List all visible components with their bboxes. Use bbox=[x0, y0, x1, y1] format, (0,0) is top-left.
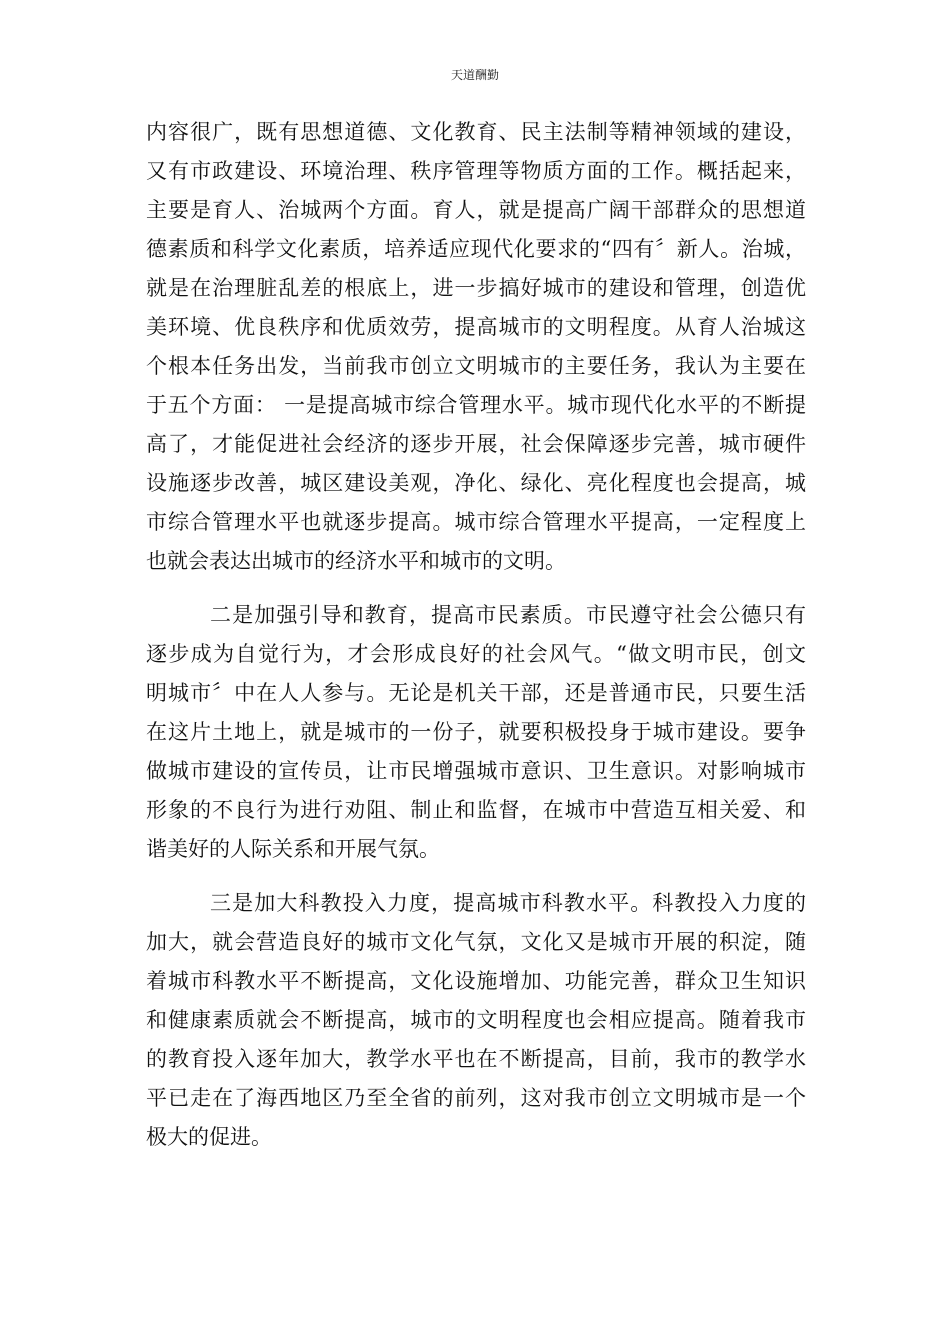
text-line: 做城市建设的宣传员，让市民增强城市意识、卫生意识。对影响城市 bbox=[146, 759, 806, 783]
paragraph-1 bbox=[146, 113, 806, 581]
text-line: 逐步成为自觉行为，才会形成良好的社会风气。“做文明市民，创文 bbox=[146, 642, 806, 666]
text-line: 加大，就会营造良好的城市文化气氛，文化又是城市开展的积淀，随 bbox=[146, 930, 806, 954]
text-line: 高了，才能促进社会经济的逐步开展，社会保障逐步完善，城市硬件 bbox=[146, 432, 806, 456]
text-line: 明城市〞中在人人参与。无论是机关干部，还是普通市民，只要生活 bbox=[146, 681, 806, 705]
paragraph-3 bbox=[146, 884, 806, 1157]
text-line: 在这片土地上，就是城市的一份子，就要积极投身于城市建设。要争 bbox=[146, 720, 806, 744]
text-line: 极大的促进。 bbox=[146, 1125, 272, 1149]
text-line: 内容很广，既有思想道德、文化教育、民主法制等精神领域的建设， bbox=[146, 120, 806, 144]
text-line: 德素质和科学文化素质，培养适应现代化要求的“四有〞新人。治城， bbox=[146, 237, 806, 261]
text-line: 二是加强引导和教育，提高市民素质。市民遵守社会公德只有 bbox=[210, 603, 806, 627]
text-line: 就是在治理脏乱差的根底上，进一步搞好城市的建设和管理，创造优 bbox=[146, 276, 806, 300]
text-line: 也就会表达出城市的经济水平和城市的文明。 bbox=[146, 549, 566, 573]
text-line: 的教育投入逐年加大，教学水平也在不断提高，目前，我市的教学水 bbox=[146, 1047, 806, 1071]
text-line: 于五个方面： 一是提高城市综合管理水平。城市现代化水平的不断提 bbox=[146, 393, 806, 417]
text-line: 个根本任务出发，当前我市创立文明城市的主要任务，我认为主要在 bbox=[146, 354, 806, 378]
text-line: 三是加大科教投入力度，提高城市科教水平。科教投入力度的 bbox=[210, 891, 806, 915]
text-line: 和健康素质就会不断提高，城市的文明程度也会相应提高。随着我市 bbox=[146, 1008, 806, 1032]
text-line: 形象的不良行为进行劝阻、制止和监督，在城市中营造互相关爱、和 bbox=[146, 798, 806, 822]
text-line: 美环境、优良秩序和优质效劳，提高城市的文明程度。从育人治城这 bbox=[146, 315, 806, 339]
text-line: 平已走在了海西地区乃至全省的前列，这对我市创立文明城市是一个 bbox=[146, 1086, 806, 1110]
paragraph-2 bbox=[146, 596, 806, 869]
text-line: 主要是育人、治城两个方面。育人，就是提高广阔干部群众的思想道 bbox=[146, 198, 806, 222]
text-line: 着城市科教水平不断提高，文化设施增加、功能完善，群众卫生知识 bbox=[146, 969, 806, 993]
text-line: 谐美好的人际关系和开展气氛。 bbox=[146, 837, 440, 861]
text-line: 又有市政建设、环境治理、秩序管理等物质方面的工作。概括起来， bbox=[146, 159, 806, 183]
text-line: 设施逐步改善，城区建设美观，净化、绿化、亮化程度也会提高，城 bbox=[146, 471, 806, 495]
text-line: 市综合管理水平也就逐步提高。城市综合管理水平提高，一定程度上 bbox=[146, 510, 806, 534]
page-header: 天道酬勤 bbox=[450, 68, 499, 82]
